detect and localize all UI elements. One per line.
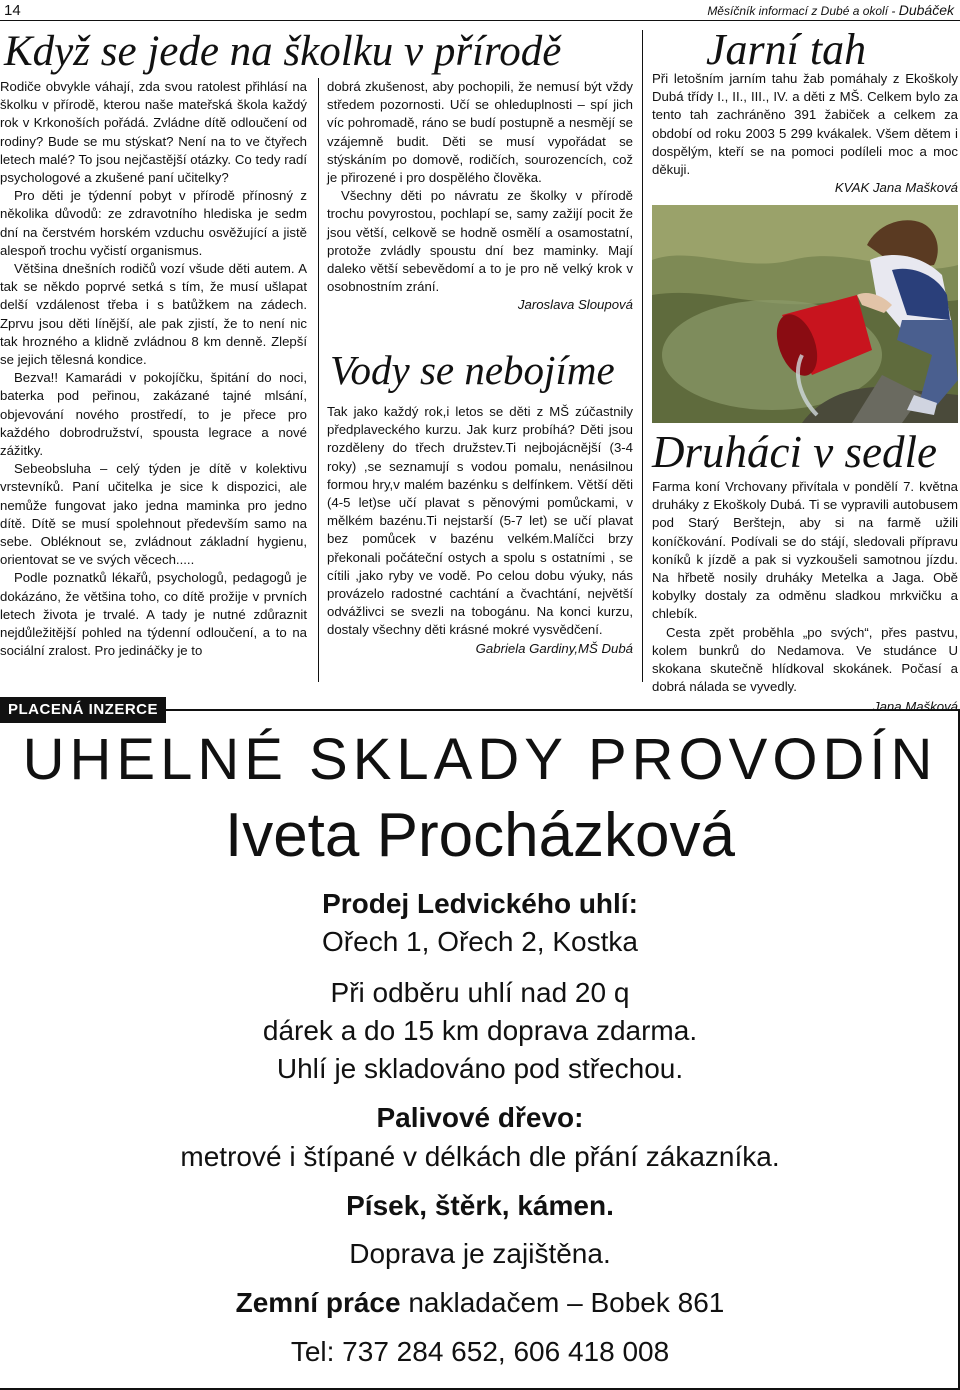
ad-line: Prodej Ledvického uhlí: (322, 888, 638, 919)
paragraph: Většina dnešních rodičů vozí všude děti autem. A tak se někdo poprvé setká s tím, že musí ušlapat delší vzdálenost třeba i s batůžkem na zádech. Zprvu jsou děti línější, ale pak zjistí, že to není nic tak hrozného a klidně zvládnou 8 km denně. Zlepší se jejich tělesná kondice. (0, 261, 307, 368)
author-signature: Jaroslava Sloupová (517, 297, 633, 313)
paragraph: Rodiče obvykle váhají, zda svou ratolest přihlásí na školku v přírodě, kterou naše mateřská škola každý rok v Krkonoších pořádá. Zvládne dítě odloučení od rodiny? Bude se mu stýskat? Není na to ve čtyřech letech malé? To jsou nejčastější otázky. Co tedy radí psychologové a zkušené paní učitelky? (0, 79, 307, 186)
paragraph: Podle poznatků lékařů, psychologů, pedagogů je dokázáno, že většina toho, co dítě prožije v prvních letech života je trvalé. A tady je nutné zdůraznit nejdůležitější pohled na týdenní odloučení, a to na sociální zralost. Pro jedináčky je to (0, 570, 307, 659)
article-vody-body (327, 403, 633, 658)
paragraph: dobrá zkušenost, aby pochopili, že nemusí být vždy středem pozornosti. Učí se ohleduplnosti – spí jich víc pohromadě, ráno se budí postupně a nesmějí se vzájemně budit. Děti se musí vypořádat se stýskáním po domově, rodičích, sourozencích, což je přirozené i pro dospělého člověka. (327, 79, 633, 186)
article-skolka-col2 (327, 78, 633, 315)
paragraph: Pro děti je týdenní pobyt v přírodě přínosný z několika důvodů: ze zdravotního hlediska je sedm dní na čerstvém horském vzduchu osvěžující a jistě alespoň trochu vyčistí organismus. (0, 188, 307, 258)
paragraph: Cesta zpět proběhla „po svých“, přes pastvu, kolem bunkrů do Nedamova. Ve studánce U skokana skutečně hlídkoval skokánek. Počasí a dobrá nálada se vyvedly. (652, 624, 958, 695)
ad-line: Doprava je zajištěna. (349, 1238, 611, 1269)
paragraph: Při letošním jarním tahu žab pomáhaly z Ekoškoly Dubá třídy I., II., III., IV. a děti z MŠ. Celkem bylo za tento tah zachráněno 391 žabiček a celkem za období od roku 2003 5 299 kvákalek. Všem dětem i dospělým, kteří se na pomoci podíleli moc a moc děkuji. (652, 71, 958, 178)
photo-illustration (652, 205, 958, 423)
ad-line (0, 1287, 960, 1319)
ad-line: Ořech 1, Ořech 2, Kostka (322, 926, 638, 957)
ad-company-name: UHELNÉ SKLADY PROVODÍN (22, 727, 938, 792)
page-number: 14 (4, 2, 21, 19)
article-jarni-body (652, 70, 958, 197)
article-photo (652, 205, 958, 423)
paragraph: Farma koní Vrchovany přivítala v pondělí 7. května druháky z Ekoškoly Dubá. Ti se vypravili autobusem pod Starý Berštejn, aby si na farmě užili koníčkování. Podívali se do stájí, sledovali přípravu koníků k jízdě a pak si vyzkoušeli samotnou jízdu. Na hřbetě nosily druháky Metelka a Jaga. Obě kobylky dostaly za odměnu sladkou mrkvičku a chlebík. (652, 479, 958, 622)
header-rule (0, 20, 960, 21)
paragraph: Tak jako každý rok,i letos se děti z MŠ zúčastnily předplaveckého kurzu. Jak kurz probíhá? Děti jsou rozděleny do třech družstev.Ti nejbojácnější (3-4 roky) ,se seznamují s vodou pomalu, nenásilnou formou hry,v malém bazénku s delfínkem. Větší děti (4-5 let)se učí plavat s pěnovými pomůckami, v mělkém bazénu.Ti nejstarší (5-7 let) se učí plavat bez pomůcek v bazénu velkém.Malíčci brzy překonali počáteční ostych a spolu s ostatními , se cítili ,jako ryby ve vodě. Po celou dobu výuky, nás provázelo radostné cachtání a čvachtání, největší odvážlivci se svezli na tobogánu. Na konci kurzu, dostaly všechny děti krásné mokré vysvědčení. (327, 404, 633, 638)
author-signature: KVAK Jana Mašková (834, 180, 958, 196)
ad-line: Palivové dřevo: (376, 1102, 584, 1133)
advertisement-label: PLACENÁ INZERCE (0, 697, 166, 723)
author-signature: Jana Mašková (872, 699, 958, 715)
paragraph: Sebeobsluha – celý týden je dítě v kolektivu vrstevníků. Paní učitelka je sice k dispozici, ale nemůže fungovat jako jedna maminka pro jedno dítě. Dítě se musí spolehnout především samo na sebe. Obléknout se, zvládnout základní hygienu, orientovat se ve svých věcech..... (0, 461, 307, 568)
journal-title-text: Měsíčník informací z Dubé a okolí - (707, 4, 896, 18)
ad-line: Uhlí je skladováno pod střechou. (276, 1053, 684, 1084)
ad-owner-name: Iveta Procházková (224, 801, 736, 870)
ad-line-rest: nakladačem – Bobek 861 (400, 1287, 725, 1318)
author-signature: Gabriela Gardiny,MŠ Dubá (475, 640, 633, 656)
journal-title (707, 2, 954, 18)
article-title-skolka: Když se jede na školku v přírodě (4, 28, 562, 75)
ad-line: Při odběru uhlí nad 20 q (330, 977, 630, 1008)
paragraph: Všechny děti po návratu ze školky v přírodě trochu povyrostou, pochlapí se, samy zažijí pocit že jsou větší, celkově se hodně osmělí a osamostatní, protože zvládly spoustu dní bez maminky. Mají daleko větší sebevědomí a to je pro ně velký krok v osobnostním zrání. (327, 188, 633, 295)
ad-line-bold: Zemní práce (235, 1287, 401, 1318)
column-divider (642, 30, 643, 682)
ad-line: metrové i štípané v délkách dle přání zákazníka. (180, 1141, 780, 1172)
journal-name: Dubáček (898, 2, 954, 18)
article-skolka-col1 (0, 78, 307, 661)
column-divider (318, 78, 319, 682)
ad-line: dárek a do 15 km doprava zdarma. (262, 1015, 698, 1046)
paragraph: Bezva!! Kamarádi v pokojíčku, špitání do noci, baterka pod peřinou, zakázané tajné mlsání, objevování nového prostředí, to je přece pro každého dobrodružství, spousta legrace a nové zážitky. (0, 370, 307, 459)
article-title-jarni: Jarní tah (706, 25, 867, 74)
article-title-vody: Vody se nebojíme (330, 347, 615, 393)
ad-line: Písek, štěrk, kámen. (346, 1190, 614, 1221)
article-title-druhaci: Druháci v sedle (652, 427, 937, 477)
ad-phone: Tel: 737 284 652, 606 418 008 (290, 1336, 670, 1367)
article-druhaci-body (652, 478, 958, 717)
